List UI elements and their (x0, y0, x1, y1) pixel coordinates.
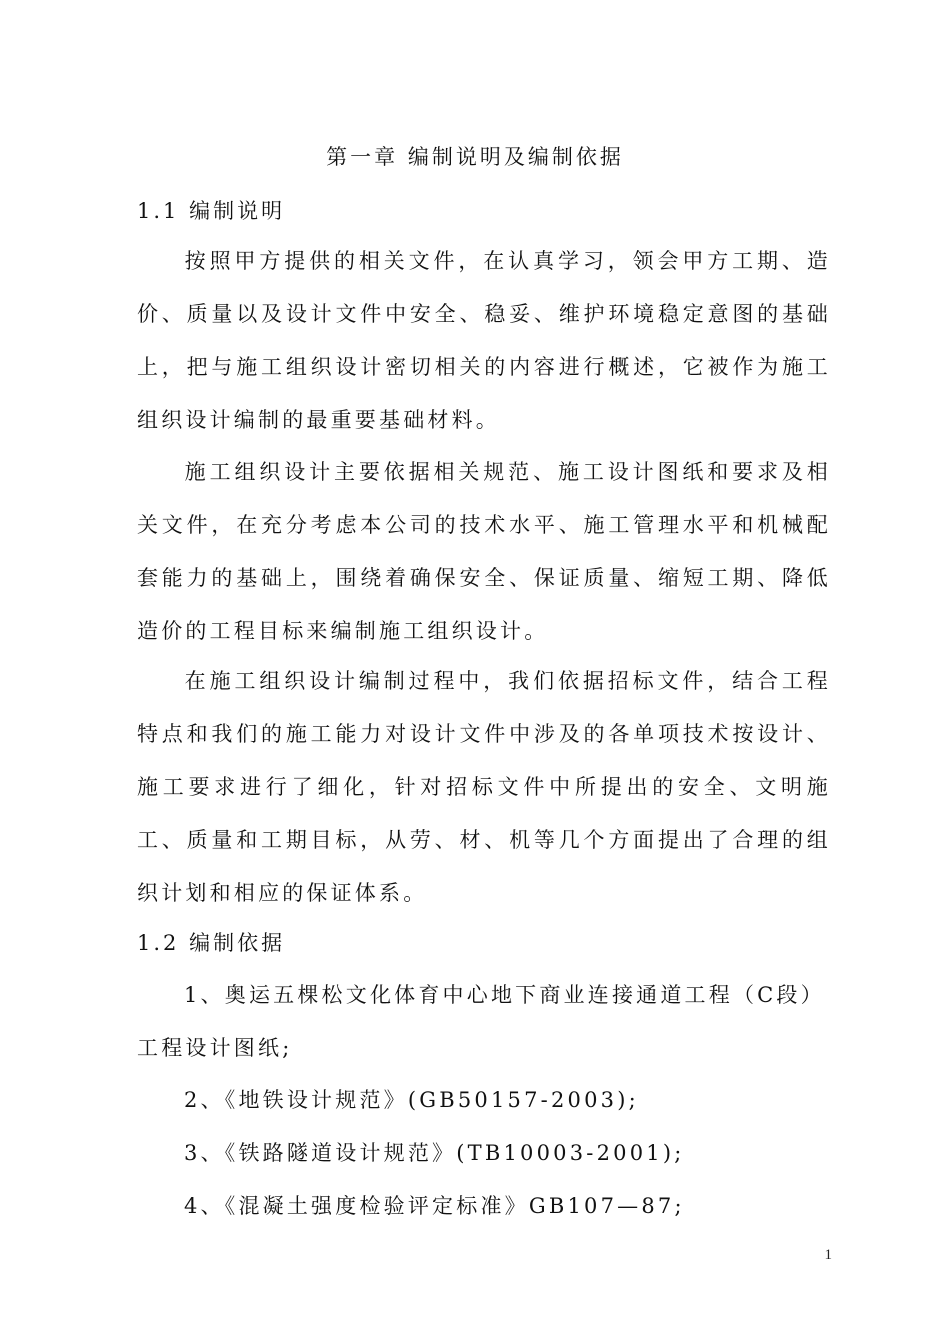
paragraph-text: 在施工组织设计编制过程中，我们依据招标文件，结合工程特点和我们的施工能力对设计文件中涉及的各单项技术按设计、施工要求进行了细化，针对招标文件中所提出的安全、文明施工、质量和工期目标，从劳、材、机等几个方面提出了合理的组织计划和相应的保证体系。 (137, 669, 831, 905)
reference-item (137, 1074, 831, 1127)
paragraph (137, 235, 831, 447)
reference-item-text: 3、《铁路隧道设计规范》(TB10003-2001); (184, 1141, 685, 1165)
reference-item (137, 1180, 831, 1233)
reference-item-text: 4、《混凝土强度检验评定标准》GB107—87; (184, 1194, 685, 1218)
paragraph (137, 446, 831, 658)
reference-item-text: 1、奥运五棵松文化体育中心地下商业连接通道工程（C段）工程设计图纸; (137, 983, 825, 1060)
reference-item (137, 1127, 831, 1180)
reference-item-text: 2、《地铁设计规范》(GB50157-2003); (184, 1088, 639, 1112)
section-heading-1-1: 1.1 编制说明 (137, 199, 286, 223)
reference-item (137, 969, 831, 1075)
paragraph-text: 施工组织设计主要依据相关规范、施工设计图纸和要求及相关文件，在充分考虑本公司的技术水平、施工管理水平和机械配套能力的基础上，围绕着确保安全、保证质量、缩短工期、降低造价的工程目标来编制施工组织设计。 (137, 460, 831, 643)
page-number: 1 (824, 1247, 832, 1263)
paragraph (137, 655, 831, 920)
paragraph-text: 按照甲方提供的相关文件，在认真学习，领会甲方工期、造价、质量以及设计文件中安全、稳妥、维护环境稳定意图的基础上，把与施工组织设计密切相关的内容进行概述，它被作为施工组织设计编制的最重要基础材料。 (137, 249, 831, 432)
chapter-title: 第一章 编制说明及编制依据 (326, 145, 624, 169)
section-heading-1-2: 1.2 编制依据 (137, 931, 286, 955)
